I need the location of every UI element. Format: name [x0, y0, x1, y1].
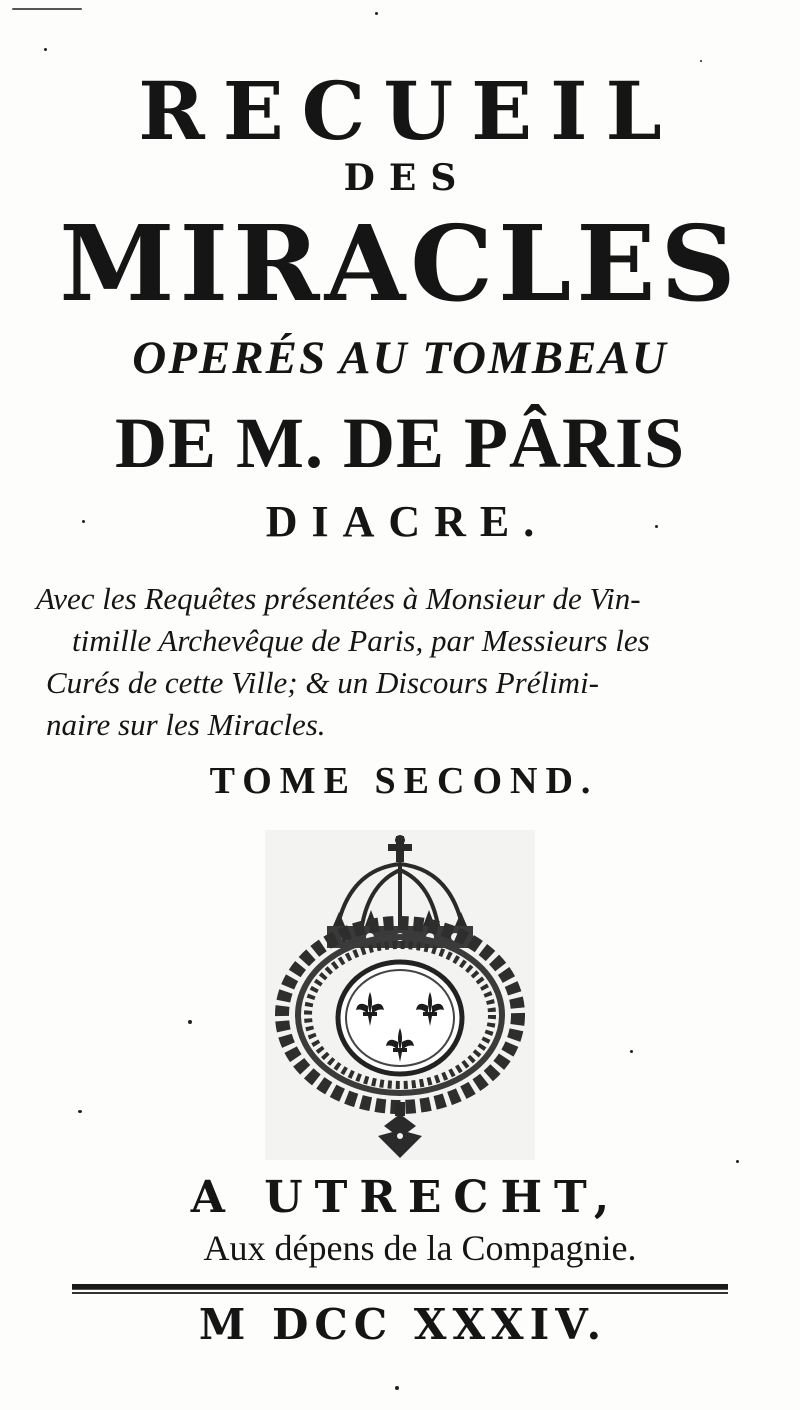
- paper-speck: [82, 520, 85, 523]
- subtitle-block: [36, 578, 768, 746]
- divider-rule-thin: [72, 1292, 728, 1294]
- title-recueil: RECUEIL: [138, 64, 680, 158]
- paper-speck: [12, 8, 82, 10]
- paper-speck: [188, 1020, 192, 1024]
- paper-speck: [630, 1050, 633, 1053]
- paper-speck: [655, 525, 658, 528]
- volume-label: TOME SECOND.: [209, 760, 599, 802]
- paper-speck: [395, 1386, 399, 1390]
- subtitle-line-3: Curés de cette Ville; & un Discours Prélimi-: [46, 665, 600, 700]
- paper-speck: [700, 60, 702, 62]
- title-diacre: DIACRE.: [265, 497, 549, 546]
- paper-speck: [375, 12, 378, 15]
- imprint-printer: Aux dépens de la Compagnie.: [203, 1228, 637, 1268]
- paper-speck: [736, 1160, 739, 1163]
- subtitle-line-2: timille Archevêque de Paris, par Messieurs les: [72, 623, 650, 658]
- title-miracles: MIRACLES: [59, 202, 741, 325]
- title-operes-au-tombeau: OPERÉS AU TOMBEAU: [132, 332, 668, 384]
- title-des: DES: [343, 157, 471, 199]
- imprint-place: A UTRECHT,: [190, 1172, 622, 1223]
- imprint-date: M DCC XXXIV.: [198, 1300, 608, 1349]
- paper-speck: [78, 1110, 82, 1113]
- paper-speck: [44, 48, 47, 51]
- royal-arms-fleur-de-lis-icon: [265, 830, 535, 1160]
- subtitle-line-4: naire sur les Miracles.: [46, 707, 326, 742]
- divider-rule: [72, 1284, 728, 1290]
- subtitle-line-1: Avec les Requêtes présentées à Monsieur de Vin-: [36, 581, 641, 616]
- title-de-m-de-paris: DE M. DE PÂRIS: [114, 403, 686, 483]
